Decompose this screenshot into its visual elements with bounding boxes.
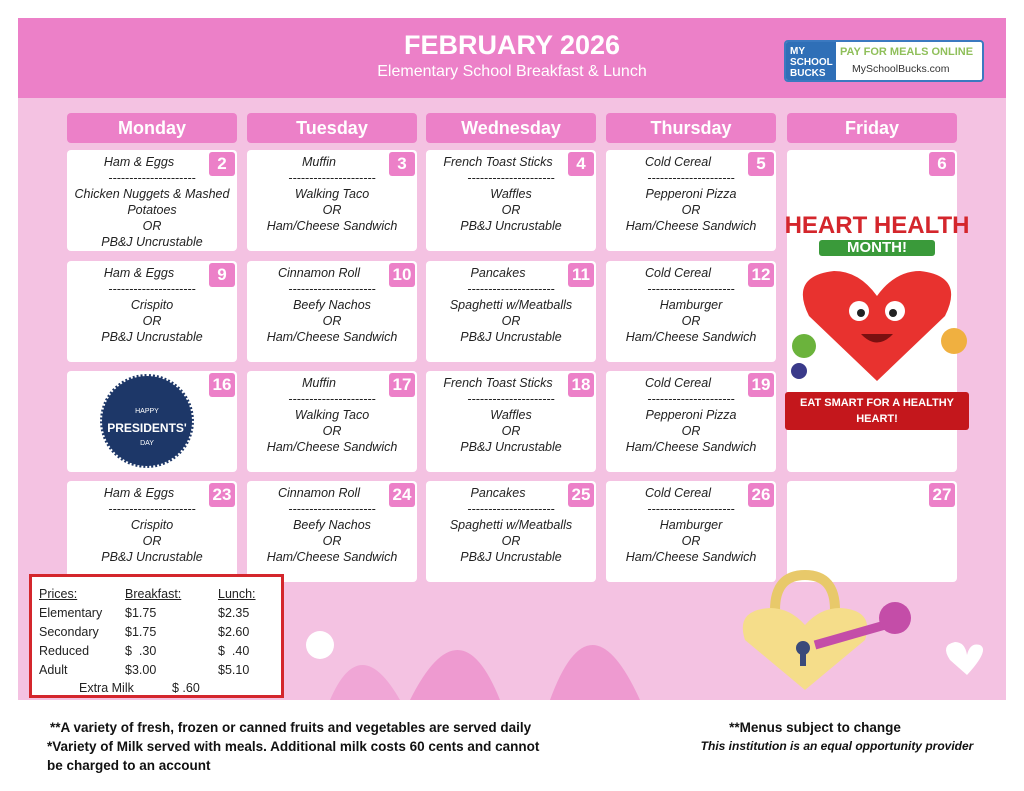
date-badge: 16: [209, 373, 235, 397]
price-cell: $ .40: [218, 644, 250, 658]
menu-line: Waffles: [490, 187, 532, 201]
menu-line: Spaghetti w/Meatballs: [449, 298, 573, 312]
menu-line: Muffin: [301, 376, 337, 390]
menu-line: Cold Cereal: [644, 376, 711, 390]
price-cell: $ .30: [125, 644, 157, 658]
day-cell-24: [247, 481, 417, 582]
price-cell: Reduced: [39, 644, 90, 658]
price-cell: $5.10: [218, 663, 250, 677]
date-badge: 10: [389, 263, 415, 287]
menu-line: Spaghetti w/Meatballs: [449, 518, 573, 532]
day-cell-19: [606, 371, 776, 472]
menu-line: PB&J Uncrustable: [101, 550, 203, 564]
menu-line: Ham/Cheese Sandwich: [625, 550, 757, 564]
lunch-header: Lunch:: [218, 587, 256, 601]
price-cell: $1.75: [125, 625, 157, 639]
menu-line: ---------------------: [288, 392, 376, 406]
menu-line: Pancakes: [470, 486, 526, 500]
menu-line: Cinnamon Roll: [278, 266, 360, 280]
menu-line: Walking Taco: [294, 187, 370, 201]
menu-line: Ham/Cheese Sandwich: [625, 330, 757, 344]
menu-line: Beefy Nachos: [293, 518, 371, 532]
menu-line: OR: [681, 314, 701, 328]
menu-line: OR: [142, 219, 162, 233]
menu-line: Ham/Cheese Sandwich: [625, 219, 757, 233]
date-badge: 25: [568, 483, 594, 507]
menu-line: ---------------------: [647, 392, 735, 406]
day-cell-18: [426, 371, 596, 472]
heart-health-month-graphic: HEART HEALTH MONTH! EAT SMART FOR A HEALTHY HEART!: [779, 212, 975, 430]
breakfast-header: Breakfast:: [125, 587, 182, 601]
myschoolbucks-banner[interactable]: [784, 40, 984, 82]
footer-equal-opportunity: This institution is an equal opportunity provider: [700, 739, 974, 753]
page-subtitle: Elementary School Breakfast & Lunch: [377, 63, 647, 80]
menu-line: Ham & Eggs: [103, 266, 175, 280]
date-badge: 11: [568, 263, 594, 287]
footer-milk-note: *Variety of Milk served with meals. Additional milk costs 60 cents and cannot: [47, 739, 540, 754]
menu-line: PB&J Uncrustable: [460, 330, 562, 344]
menu-line: Waffles: [490, 408, 532, 422]
myschoolbucks-url[interactable]: MySchoolBucks.com: [852, 63, 950, 75]
menu-line: Ham/Cheese Sandwich: [266, 550, 398, 564]
day-cell-2: [67, 150, 237, 251]
menu-line: Ham/Cheese Sandwich: [266, 219, 398, 233]
price-cell: $2.35: [218, 606, 250, 620]
day-cell-11: [426, 261, 596, 362]
menu-line: Chicken Nuggets & Mashed Potatoes: [74, 187, 230, 217]
menu-line: Ham & Eggs: [103, 155, 175, 169]
menu-line: PB&J Uncrustable: [101, 235, 203, 249]
menu-line: PB&J Uncrustable: [101, 330, 203, 344]
menu-line: ---------------------: [647, 502, 735, 516]
menu-line: French Toast Sticks: [443, 376, 553, 390]
menu-line: PB&J Uncrustable: [460, 440, 562, 454]
menu-line: Beefy Nachos: [293, 298, 371, 312]
menu-line: Ham/Cheese Sandwich: [266, 330, 398, 344]
day-cell-25: [426, 481, 596, 582]
price-cell: Elementary: [39, 606, 103, 620]
day-cell-5: [606, 150, 776, 251]
menu-line: OR: [501, 203, 521, 217]
day-cell-17: [247, 371, 417, 472]
day-cell-23: [67, 481, 237, 582]
menu-line: ---------------------: [288, 282, 376, 296]
menu-line: PB&J Uncrustable: [460, 219, 562, 233]
menu-line: Cinnamon Roll: [278, 486, 360, 500]
menu-line: Pepperoni Pizza: [645, 187, 737, 201]
day-cell-16: [67, 371, 237, 472]
menu-line: OR: [501, 534, 521, 548]
prices-header: Prices:: [39, 587, 78, 601]
presidents-day-badge: HAPPY PRESIDENTS' DAY: [100, 374, 194, 468]
day-header-monday: Monday: [67, 113, 237, 143]
footer-menus-change: **Menus subject to change: [729, 720, 901, 735]
day-cell-12: [606, 261, 776, 362]
date-badge: 2: [209, 152, 235, 176]
day-header-wednesday: Wednesday: [426, 113, 596, 143]
menu-line: Cold Cereal: [644, 266, 711, 280]
day-cell-27: [787, 481, 957, 582]
menu-line: OR: [322, 534, 342, 548]
menu-line: ---------------------: [467, 282, 555, 296]
date-badge: 12: [748, 263, 774, 287]
menu-line: OR: [142, 314, 162, 328]
footer-produce-note: **A variety of fresh, frozen or canned fruits and vegetables are served daily: [50, 720, 532, 735]
decorative-plants-icon: [290, 590, 720, 700]
menu-line: OR: [681, 203, 701, 217]
menu-line: ---------------------: [647, 282, 735, 296]
menu-line: Crispito: [130, 518, 174, 532]
menu-line: ---------------------: [467, 171, 555, 185]
menu-line: Cold Cereal: [644, 155, 711, 169]
menu-line: Ham & Eggs: [103, 486, 175, 500]
menu-line: OR: [322, 314, 342, 328]
menu-line: OR: [681, 534, 701, 548]
date-badge: 23: [209, 483, 235, 507]
menu-line: PB&J Uncrustable: [460, 550, 562, 564]
menu-line: ---------------------: [288, 502, 376, 516]
price-cell: Adult: [39, 663, 68, 677]
menu-line: French Toast Sticks: [443, 155, 553, 169]
day-cell-4: [426, 150, 596, 251]
date-badge: 3: [389, 152, 415, 176]
day-cell-6: [784, 150, 970, 472]
menu-line: OR: [322, 424, 342, 438]
price-cell: Secondary: [39, 625, 99, 639]
date-badge: 5: [748, 152, 774, 176]
day-cell-26: [606, 481, 776, 582]
footer-milk-note-cont: be charged to an account: [47, 758, 211, 773]
menu-line: OR: [501, 314, 521, 328]
date-badge: 9: [209, 263, 235, 287]
extra-milk-label: Extra Milk: [79, 681, 134, 695]
menu-line: Pancakes: [470, 266, 526, 280]
menu-line: ---------------------: [647, 171, 735, 185]
menu-line: ---------------------: [108, 502, 196, 516]
menu-line: OR: [681, 424, 701, 438]
date-badge: 26: [748, 483, 774, 507]
day-header-friday: Friday: [787, 113, 957, 143]
date-badge: 19: [748, 373, 774, 397]
menu-line: ---------------------: [288, 171, 376, 185]
menu-line: Hamburger: [659, 298, 723, 312]
date-badge: 24: [389, 483, 415, 507]
menu-line: Pepperoni Pizza: [645, 408, 737, 422]
price-cell: $3.00: [125, 663, 157, 677]
day-header-thursday: Thursday: [606, 113, 776, 143]
menu-line: Cold Cereal: [644, 486, 711, 500]
date-badge: 18: [568, 373, 594, 397]
menu-line: ---------------------: [108, 282, 196, 296]
menu-line: OR: [322, 203, 342, 217]
date-badge: 27: [929, 483, 955, 507]
date-badge: 6: [929, 152, 955, 176]
myschoolbucks-logo: MY SCHOOL BUCKS: [786, 42, 836, 80]
day-cell-3: [247, 150, 417, 251]
menu-line: Muffin: [301, 155, 337, 169]
menu-line: Hamburger: [659, 518, 723, 532]
price-cell: $1.75: [125, 606, 157, 620]
menu-line: ---------------------: [467, 502, 555, 516]
extra-milk-price: $ .60: [172, 681, 200, 695]
menu-line: Ham/Cheese Sandwich: [625, 440, 757, 454]
page-title: FEBRUARY 2026: [403, 30, 621, 60]
menu-line: ---------------------: [467, 392, 555, 406]
day-cell-9: [67, 261, 237, 362]
date-badge: 4: [568, 152, 594, 176]
pay-online-text: PAY FOR MEALS ONLINE: [840, 46, 974, 58]
menu-line: OR: [501, 424, 521, 438]
menu-line: Ham/Cheese Sandwich: [266, 440, 398, 454]
menu-line: Walking Taco: [294, 408, 370, 422]
day-cell-10: [247, 261, 417, 362]
date-badge: 17: [389, 373, 415, 397]
menu-line: OR: [142, 534, 162, 548]
heart-mascot-icon: [779, 256, 975, 386]
prices-table: [29, 574, 284, 698]
day-header-tuesday: Tuesday: [247, 113, 417, 143]
menu-line: Crispito: [130, 298, 174, 312]
heart-lock-key-icon: [735, 570, 1005, 700]
menu-line: ---------------------: [108, 171, 196, 185]
price-cell: $2.60: [218, 625, 250, 639]
